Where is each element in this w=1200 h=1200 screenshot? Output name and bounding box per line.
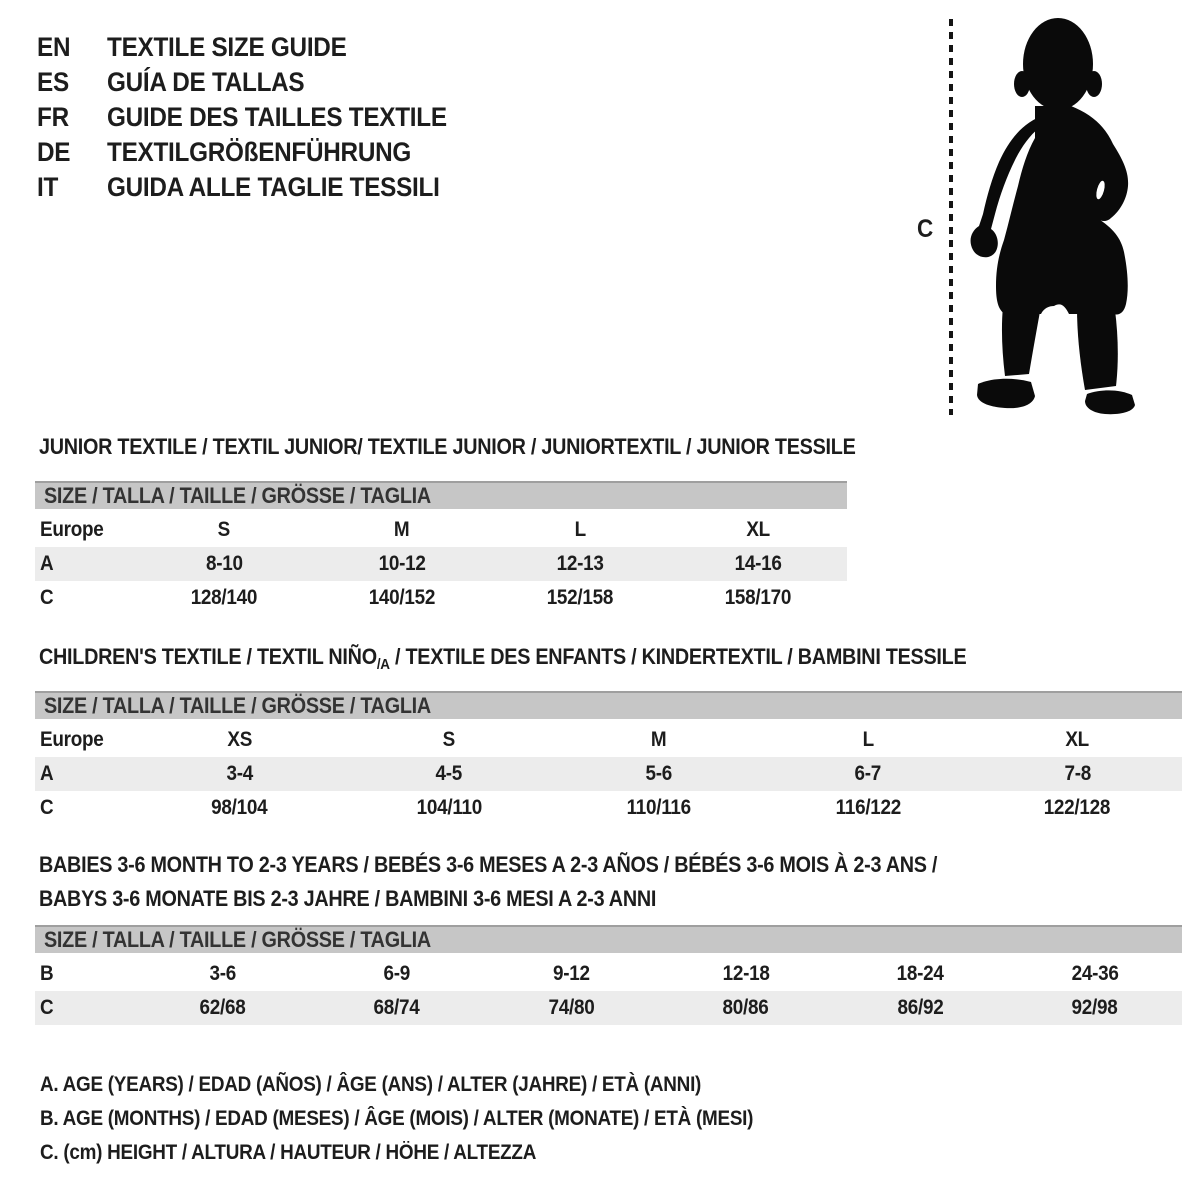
left-foot-shape bbox=[977, 379, 1035, 408]
size-column-header-text: L bbox=[862, 728, 874, 751]
language-code-text: FR bbox=[37, 102, 69, 132]
legend-item bbox=[40, 1068, 832, 1102]
language-label: GUIDE DES TAILLES TEXTILE bbox=[107, 102, 447, 132]
language-label: TEXTILGRÖßENFÜHRUNG bbox=[107, 137, 412, 167]
height-cell bbox=[135, 796, 344, 820]
age-cell-text: 8-10 bbox=[205, 552, 243, 575]
height-cell-text: 68/74 bbox=[373, 996, 420, 1019]
children-section-title-text bbox=[39, 644, 967, 673]
children-height-row bbox=[35, 791, 1182, 825]
legend-item bbox=[40, 1102, 832, 1136]
size-header-label: SIZE / TALLA / TAILLE / GRÖSSE / TAGLIA bbox=[44, 927, 431, 952]
size-header-label: SIZE / TALLA / TAILLE / GRÖSSE / TAGLIA bbox=[44, 693, 431, 718]
age-cell-text: 9-12 bbox=[552, 962, 590, 985]
size-column-header-text: M bbox=[650, 728, 667, 751]
age-cell bbox=[833, 962, 1008, 986]
age-cell bbox=[135, 962, 310, 986]
size-column-header-text: XL bbox=[746, 518, 770, 541]
age-cell-text: 12-13 bbox=[556, 552, 604, 575]
children-title-sub: /A bbox=[376, 656, 390, 673]
age-cell-text: 4-5 bbox=[435, 762, 463, 785]
junior-age-row bbox=[35, 547, 847, 581]
age-cell-text: 3-6 bbox=[208, 962, 236, 985]
language-code bbox=[37, 172, 107, 203]
age-cell bbox=[484, 962, 659, 986]
age-cell bbox=[135, 552, 313, 576]
height-cell bbox=[313, 586, 491, 610]
age-cell-text: 6-9 bbox=[383, 962, 410, 985]
row-label-cell bbox=[35, 586, 135, 610]
height-cell-text: 80/86 bbox=[722, 996, 769, 1019]
row-label-cell bbox=[35, 762, 135, 786]
age-cell bbox=[135, 762, 344, 786]
row-label: A bbox=[40, 762, 54, 785]
region-label: Europe bbox=[40, 518, 104, 541]
language-row bbox=[37, 100, 485, 135]
babies-title-line2: BABYS 3-6 MONATE BIS 2-3 JAHRE / BAMBINI 3-6 MESI A 2-3 ANNI bbox=[39, 886, 657, 911]
age-cell bbox=[973, 762, 1182, 786]
size-column-header-text: M bbox=[394, 518, 410, 541]
language-label: TEXTILE SIZE GUIDE bbox=[107, 32, 347, 62]
babies-title-line1: BABIES 3-6 MONTH TO 2-3 YEARS / BEBÉS 3-6 MESES A 2-3 AÑOS / BÉBÉS 3-6 MOIS À 2-3 ANS / bbox=[39, 852, 938, 877]
age-cell-text: 3-4 bbox=[226, 762, 253, 785]
size-column-header bbox=[344, 728, 553, 752]
size-header-label: SIZE / TALLA / TAILLE / GRÖSSE / TAGLIA bbox=[44, 483, 431, 508]
head-shape bbox=[1023, 18, 1093, 110]
size-column-header-text: S bbox=[217, 518, 231, 541]
children-section-title bbox=[39, 644, 1069, 673]
toddler-silhouette-image bbox=[963, 14, 1141, 416]
language-row bbox=[37, 135, 485, 170]
size-column-header-text: XL bbox=[1065, 728, 1090, 751]
height-cell bbox=[484, 996, 659, 1020]
language-code-text: IT bbox=[37, 172, 59, 202]
size-column-header bbox=[763, 728, 972, 752]
height-cell bbox=[1008, 996, 1183, 1020]
height-cell bbox=[135, 586, 313, 610]
height-cell-text: 128/140 bbox=[190, 586, 258, 609]
babies-size-header-bar bbox=[35, 925, 1182, 953]
language-row bbox=[37, 30, 485, 65]
height-cell bbox=[554, 796, 763, 820]
babies-height-row bbox=[35, 991, 1182, 1025]
row-label: C bbox=[40, 586, 54, 609]
row-label: C bbox=[40, 996, 54, 1019]
age-cell bbox=[310, 962, 485, 986]
height-cell bbox=[344, 796, 553, 820]
left-leg-shape bbox=[1002, 306, 1041, 376]
region-label-cell bbox=[35, 728, 135, 752]
size-column-header bbox=[135, 728, 344, 752]
right-leg-shape bbox=[1077, 308, 1118, 390]
junior-region-row bbox=[35, 513, 847, 547]
height-cell-text: 122/128 bbox=[1044, 796, 1111, 819]
height-cell-text: 104/110 bbox=[416, 796, 482, 819]
language-code-text: DE bbox=[37, 137, 71, 167]
babies-section-title bbox=[39, 848, 1037, 916]
height-cell-text: 116/122 bbox=[835, 796, 901, 819]
toddler-silhouette-shapes bbox=[971, 18, 1135, 414]
babies-title-line1-row bbox=[39, 848, 1037, 882]
height-cell-text: 74/80 bbox=[548, 996, 595, 1019]
age-cell-text: 10-12 bbox=[378, 552, 426, 575]
height-cell bbox=[310, 996, 485, 1020]
age-cell-text: 18-24 bbox=[896, 962, 944, 985]
language-label: GUÍA DE TALLAS bbox=[107, 67, 305, 97]
junior-size-table bbox=[35, 481, 847, 615]
age-cell bbox=[763, 762, 972, 786]
age-cell bbox=[313, 552, 491, 576]
row-label: A bbox=[40, 552, 54, 575]
height-measure-dashed-line bbox=[949, 19, 953, 415]
height-cell-text: 86/92 bbox=[897, 996, 944, 1019]
height-cell-text: 92/98 bbox=[1071, 996, 1118, 1019]
left-ear-shape bbox=[1014, 71, 1030, 97]
children-title-post: / TEXTILE DES ENFANTS / KINDERTEXTIL / BAMBINI TESSILE bbox=[389, 644, 967, 669]
size-column-header bbox=[973, 728, 1182, 752]
language-code bbox=[37, 137, 107, 168]
height-cell bbox=[763, 796, 972, 820]
row-label-cell bbox=[35, 552, 135, 576]
junior-size-header-bar bbox=[35, 481, 847, 509]
height-cell bbox=[669, 586, 847, 610]
age-cell bbox=[669, 552, 847, 576]
age-cell bbox=[491, 552, 669, 576]
height-cell-text: 62/68 bbox=[199, 996, 246, 1019]
age-cell-text: 5-6 bbox=[645, 762, 672, 785]
age-cell-text: 7-8 bbox=[1064, 762, 1091, 785]
height-cell bbox=[491, 586, 669, 610]
height-cell bbox=[659, 996, 834, 1020]
language-label: GUIDA ALLE TAGLIE TESSILI bbox=[107, 172, 440, 202]
babies-title-line2-row bbox=[39, 882, 1037, 916]
size-column-header bbox=[669, 518, 847, 542]
children-size-header-bar bbox=[35, 691, 1182, 719]
right-ear-shape bbox=[1086, 71, 1102, 97]
age-cell bbox=[344, 762, 553, 786]
size-column-header-text: L bbox=[574, 518, 586, 541]
height-cell-text: 158/170 bbox=[724, 586, 792, 609]
language-row bbox=[37, 65, 485, 100]
language-code-text: EN bbox=[37, 32, 71, 62]
height-cell bbox=[135, 996, 310, 1020]
age-cell-text: 14-16 bbox=[734, 552, 782, 575]
babies-size-table bbox=[35, 925, 1182, 1025]
row-label-cell bbox=[35, 796, 135, 820]
babies-age-row bbox=[35, 957, 1182, 991]
legend-item-text: C. (cm) HEIGHT / ALTURA / HAUTEUR / HÖHE / ALTEZZA bbox=[40, 1141, 537, 1164]
age-cell bbox=[554, 762, 763, 786]
age-cell-text: 24-36 bbox=[1071, 962, 1119, 985]
height-cell-text: 140/152 bbox=[368, 586, 436, 609]
size-column-header bbox=[554, 728, 763, 752]
age-cell bbox=[659, 962, 834, 986]
right-foot-shape bbox=[1085, 390, 1135, 414]
size-column-header bbox=[135, 518, 313, 542]
row-label: B bbox=[40, 962, 54, 985]
language-row bbox=[37, 170, 485, 205]
row-label-cell bbox=[35, 996, 135, 1020]
language-code bbox=[37, 32, 107, 63]
language-code bbox=[37, 102, 107, 133]
junior-height-row bbox=[35, 581, 847, 615]
region-label: Europe bbox=[40, 728, 104, 751]
size-column-header-text: S bbox=[442, 728, 456, 751]
junior-section-title bbox=[39, 434, 946, 460]
row-label: C bbox=[40, 796, 54, 819]
legend bbox=[40, 1068, 832, 1170]
size-column-header bbox=[491, 518, 669, 542]
children-region-row bbox=[35, 723, 1182, 757]
size-column-header-text: XS bbox=[227, 728, 253, 751]
measure-label-c-text: C bbox=[917, 215, 933, 243]
junior-section-title-text: JUNIOR TEXTILE / TEXTIL JUNIOR/ TEXTILE JUNIOR / JUNIORTEXTIL / JUNIOR TESSILE bbox=[39, 434, 856, 459]
row-label-cell bbox=[35, 962, 135, 986]
height-cell-text: 98/104 bbox=[211, 796, 268, 819]
legend-item-text: A. AGE (YEARS) / EDAD (AÑOS) / ÂGE (ANS) / ALTER (JAHRE) / ETÀ (ANNI) bbox=[40, 1073, 702, 1096]
legend-item bbox=[40, 1136, 832, 1170]
age-cell-text: 12-18 bbox=[722, 962, 770, 985]
age-cell-text: 6-7 bbox=[854, 762, 882, 785]
language-list bbox=[37, 30, 485, 205]
size-column-header bbox=[313, 518, 491, 542]
children-title-pre: CHILDREN'S TEXTILE / TEXTIL NIÑO bbox=[39, 644, 377, 669]
region-label-cell bbox=[35, 518, 135, 542]
language-code-text: ES bbox=[37, 67, 69, 97]
legend-item-text: B. AGE (MONTHS) / EDAD (MESES) / ÂGE (MOIS) / ALTER (MONATE) / ETÀ (MESI) bbox=[40, 1107, 754, 1130]
children-size-table bbox=[35, 691, 1182, 825]
age-cell bbox=[1008, 962, 1183, 986]
height-cell bbox=[973, 796, 1182, 820]
children-age-row bbox=[35, 757, 1182, 791]
language-code bbox=[37, 67, 107, 98]
measure-label-c bbox=[917, 215, 935, 244]
height-cell-text: 110/116 bbox=[626, 796, 691, 819]
height-cell bbox=[833, 996, 1008, 1020]
height-cell-text: 152/158 bbox=[546, 586, 614, 609]
